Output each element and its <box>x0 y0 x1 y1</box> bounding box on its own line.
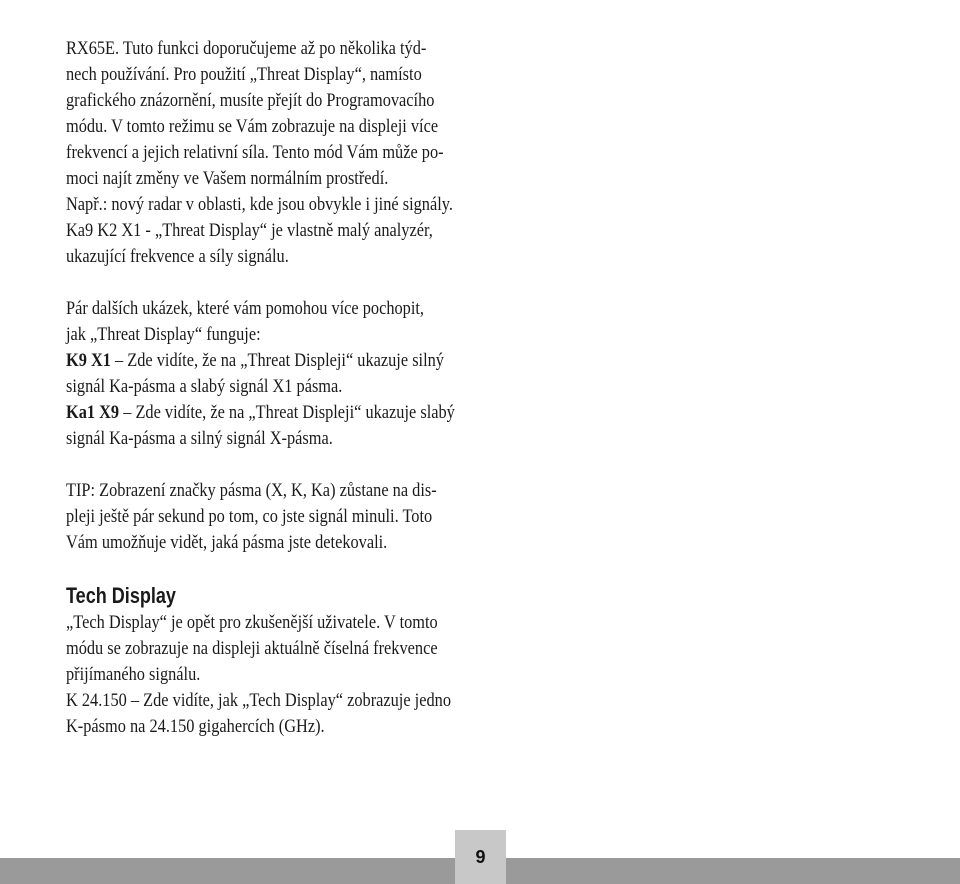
paragraph-examples <box>66 296 486 452</box>
text-line: grafického znázornění, musíte přejít do Programovacího <box>66 90 435 111</box>
text-line: moci najít změny ve Vašem normálním prostředí. <box>66 168 389 189</box>
example-text: – Zde vidíte, že na „Threat Displeji“ ukazuje silný <box>110 350 444 371</box>
text-line: K-pásmo na 24.150 gigahercích (GHz). <box>66 716 325 737</box>
example-line <box>66 348 487 374</box>
text-line: RX65E. Tuto funkci doporučujeme až po několika týd- <box>66 38 427 59</box>
text-line: K 24.150 – Zde vidíte, jak „Tech Display“ zobrazuje jedno <box>66 690 451 711</box>
text-line: přijímaného signálu. <box>66 664 201 685</box>
text-line: frekvencí a jejich relativní síla. Tento mód Vám může po- <box>66 142 444 163</box>
page-content <box>66 36 486 740</box>
text-line: nech používání. Pro použití „Threat Display“, namísto <box>66 64 422 85</box>
text-line: ukazující frekvence a síly signálu. <box>66 246 289 267</box>
text-line: Pár dalších ukázek, které vám pomohou více pochopit, <box>66 298 425 319</box>
example-text: – Zde vidíte, že na „Threat Displeji“ ukazuje slabý <box>119 402 455 423</box>
text-line: „Tech Display“ je opět pro zkušenější uživatele. V tomto <box>66 612 438 633</box>
text-line: pleji ještě pár sekund po tom, co jste signál minuli. Toto <box>66 506 433 527</box>
text-line: jak „Threat Display“ funguje: <box>66 324 261 345</box>
text-line: Ka9 K2 X1 - „Threat Display“ je vlastně malý analyzér, <box>66 220 433 241</box>
text-line: TIP: Zobrazení značky pásma (X, K, Ka) zůstane na dis- <box>66 480 437 501</box>
text-line: Vám umožňuje vidět, jaká pásma jste detekovali. <box>66 532 388 553</box>
example-code: Ka1 X9 <box>66 402 120 423</box>
paragraph-tip <box>66 478 486 556</box>
page-number: 9 <box>455 830 506 884</box>
example-code: K9 X1 <box>66 350 111 371</box>
text-line: signál Ka-pásma a slabý signál X1 pásma. <box>66 376 343 397</box>
text-line: módu se zobrazuje na displeji aktuálně číselná frekvence <box>66 638 438 659</box>
section-heading: Tech Display <box>66 583 176 608</box>
text-line: signál Ka-pásma a silný signál X-pásma. <box>66 428 333 449</box>
text-line: Např.: nový radar v oblasti, kde jsou obvykle i jiné signály. <box>66 194 453 215</box>
example-line <box>66 400 487 426</box>
text-line: módu. V tomto režimu se Vám zobrazuje na displeji více <box>66 116 439 137</box>
paragraph-tech-display <box>66 610 486 740</box>
paragraph-threat-display-intro <box>66 36 486 270</box>
